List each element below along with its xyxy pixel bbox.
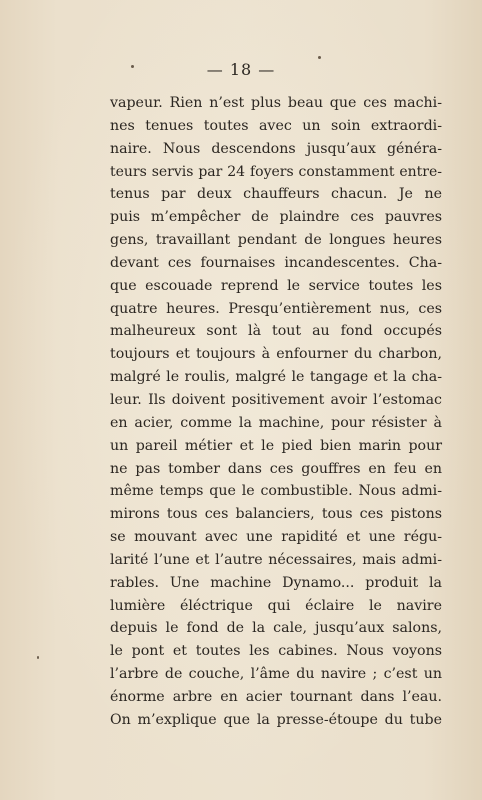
text-line: naire. Nous descendons jusqu’aux généra- xyxy=(110,140,442,157)
text-line: en acier, comme la machine, pour résister à xyxy=(110,414,442,431)
text-line: lumière éléctrique qui éclaire le navire xyxy=(110,597,442,614)
text-line: l’arbre de couche, l’âme du navire ; c’est un xyxy=(110,666,442,683)
text-line: teurs servis par 24 foyers constamment entre- xyxy=(110,163,442,180)
text-line: ne pas tomber dans ces gouffres en feu en xyxy=(110,460,442,477)
text-line: énorme arbre en acier tournant dans l’eau. xyxy=(110,688,442,705)
text-line: tenus par deux chauffeurs chacun. Je ne xyxy=(110,186,442,203)
text-line: quatre heures. Presqu’entièrement nus, ces xyxy=(110,300,442,317)
text-line: se mouvant avec une rapidité et une régu- xyxy=(110,529,442,546)
text-line: depuis le fond de la cale, jusqu’aux salons, xyxy=(110,620,442,637)
text-line: mirons tous ces balanciers, tous ces pistons xyxy=(110,506,442,523)
text-line: que escouade reprend le service toutes les xyxy=(110,277,442,294)
text-line: un pareil métier et le pied bien marin pour xyxy=(110,437,442,454)
text-line: larité l’une et l’autre nécessaires, mais admi- xyxy=(110,551,442,568)
text-line: malheureux sont là tout au fond occupés xyxy=(110,323,442,340)
text-line: puis m’empêcher de plaindre ces pauvres xyxy=(110,209,442,226)
text-line: devant ces fournaises incandescentes. Cha- xyxy=(110,254,442,271)
page-number: — 18 — xyxy=(206,60,276,79)
text-line: le pont et toutes les cabines. Nous voyons xyxy=(110,643,442,660)
ink-speck xyxy=(37,656,39,659)
text-line: rables. Une machine Dynamo... produit la xyxy=(110,574,442,591)
ink-speck xyxy=(318,56,321,59)
text-line: toujours et toujours à enfourner du charbon, xyxy=(110,346,442,363)
text-line: nes tenues toutes avec un soin extraordi- xyxy=(110,117,442,134)
text-line: malgré le roulis, malgré le tangage et la cha- xyxy=(110,369,442,386)
text-line: leur. Ils doivent positivement avoir l’estomac xyxy=(110,391,442,408)
text-line: vapeur. Rien n’est plus beau que ces machi- xyxy=(110,95,442,111)
text-line: On m’explique que la presse-étoupe du tube xyxy=(110,711,442,728)
body-text xyxy=(110,92,442,732)
text-line: même temps que le combustible. Nous admi- xyxy=(110,483,442,500)
text-line: gens, travaillant pendant de longues heures xyxy=(110,232,442,249)
